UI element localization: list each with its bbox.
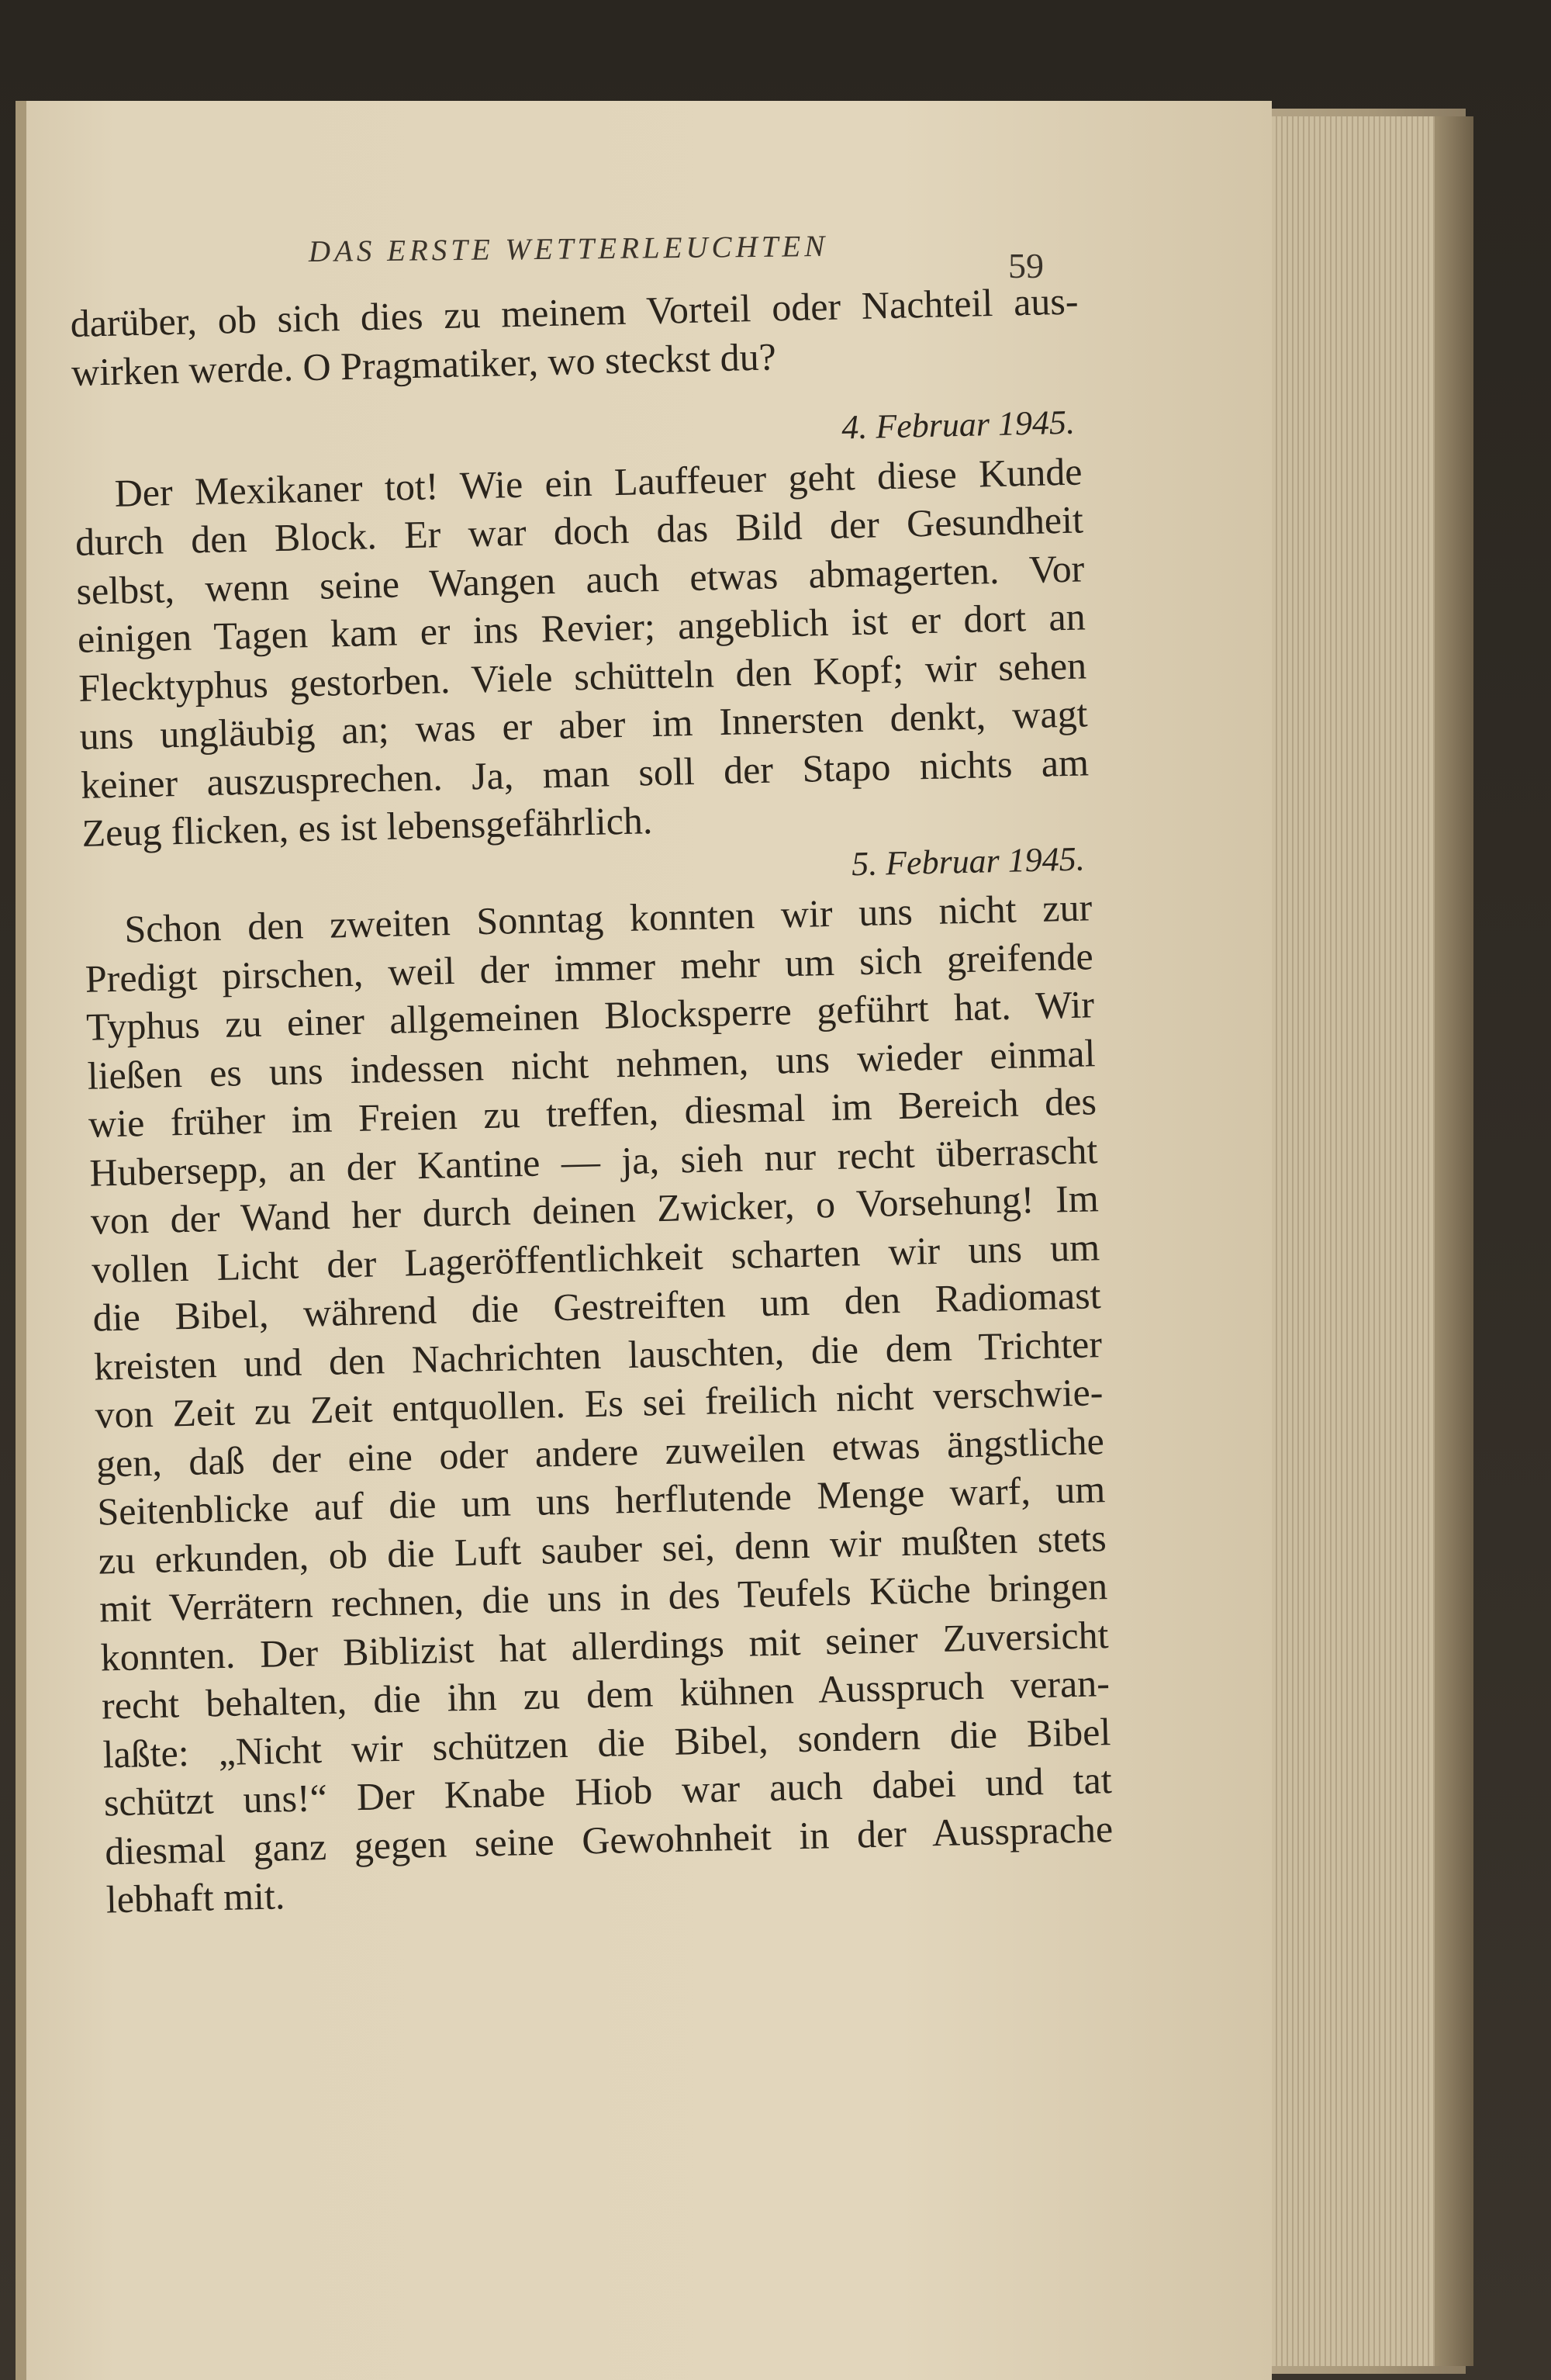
text-block bbox=[70, 277, 1117, 2006]
text-line: Typhus zu einer allgemeinen Blocksperre geführt hat. Wir bbox=[85, 982, 1095, 1049]
text-line: diesmal ganz gegen seine Gewohnheit in der Aussprache bbox=[104, 1806, 1114, 1873]
date-heading: 4. Februar 1945. bbox=[841, 403, 1076, 447]
text-line: gen, daß der eine oder andere zuweilen etwas ängstliche bbox=[95, 1418, 1105, 1486]
page-edges bbox=[1272, 116, 1450, 2366]
text-line: Der Mexikaner tot! Wie ein Lauffeuer geht diese Kunde bbox=[114, 448, 1083, 515]
text-line: zu erkunden, ob die Luft sauber sei, denn wir mußten stets bbox=[98, 1515, 1107, 1583]
text-line: konnten. Der Biblizist hat allerdings mit seiner Zuversicht bbox=[100, 1612, 1110, 1679]
page-left-edge bbox=[16, 101, 26, 2380]
text-line: einigen Tagen kam er ins Revier; angeblich ist er dort an bbox=[77, 594, 1086, 661]
text-line: von Zeit zu Zeit entquollen. Es sei freilich nicht verschwie- bbox=[94, 1370, 1104, 1437]
text-line: Schon den zweiten Sonntag konnten wir uns nicht zur bbox=[123, 885, 1093, 951]
text-line: schützt uns!“ Der Knabe Hiob war auch dabei und tat bbox=[103, 1758, 1113, 1825]
date-heading: 5. Februar 1945. bbox=[851, 839, 1086, 883]
text-line: Zeug flicken, es ist lebensgefährlich. bbox=[81, 798, 653, 855]
running-head: DAS ERSTE WETTERLEUCHTEN bbox=[308, 229, 829, 268]
text-line: mit Verrätern rechnen, die uns in des Teufels Küche bringen bbox=[98, 1564, 1108, 1631]
text-line: vollen Licht der Lageröffentlichkeit scharten wir uns um bbox=[91, 1224, 1100, 1292]
text-line: laßte: „Nicht wir schützen die Bibel, sondern die Bibel bbox=[102, 1709, 1111, 1776]
text-line: Predigt pirschen, weil der immer mehr um sich greifende bbox=[85, 933, 1094, 1001]
text-line: wirken werde. O Pragmatiker, wo steckst du? bbox=[71, 334, 777, 394]
text-line: ließen es uns indessen nicht nehmen, uns wieder einmal bbox=[87, 1030, 1096, 1098]
text-line: die Bibel, während die Gestreiften um den Radiomast bbox=[92, 1273, 1102, 1340]
text-line: lebhaft mit. bbox=[105, 1873, 285, 1922]
cover-edge bbox=[1435, 116, 1473, 2366]
text-line: keiner auszusprechen. Ja, man soll der Stapo nichts am bbox=[80, 739, 1090, 807]
text-line: Flecktyphus gestorben. Viele schütteln den Kopf; wir sehen bbox=[78, 642, 1087, 710]
text-line: Seitenblicke auf die um uns herflutende Menge warf, um bbox=[96, 1467, 1106, 1534]
text-line: recht behalten, die ihn zu dem kühnen Ausspruch veran- bbox=[101, 1661, 1111, 1728]
text-line: von der Wand her durch deinen Zwicker, o Vorsehung! Im bbox=[90, 1176, 1100, 1243]
text-line: kreisten und den Nachrichten lauschten, die dem Trichter bbox=[93, 1321, 1103, 1389]
text-line: Hubersepp, an der Kantine — ja, sieh nur recht überrascht bbox=[88, 1127, 1098, 1195]
text-line: darüber, ob sich dies zu meinem Vorteil oder Nachteil aus- bbox=[70, 278, 1079, 345]
text-line: durch den Block. Er war doch das Bild der Gesundheit bbox=[74, 497, 1084, 564]
text-line: uns ungläubig an; was er aber im Innersten denkt, wagt bbox=[79, 691, 1089, 758]
page-number: 59 bbox=[1008, 246, 1044, 285]
text-line: wie früher im Freien zu treffen, diesmal im Bereich des bbox=[88, 1079, 1097, 1146]
text-line: selbst, wenn seine Wangen auch etwas abmagerten. Vor bbox=[75, 545, 1085, 613]
